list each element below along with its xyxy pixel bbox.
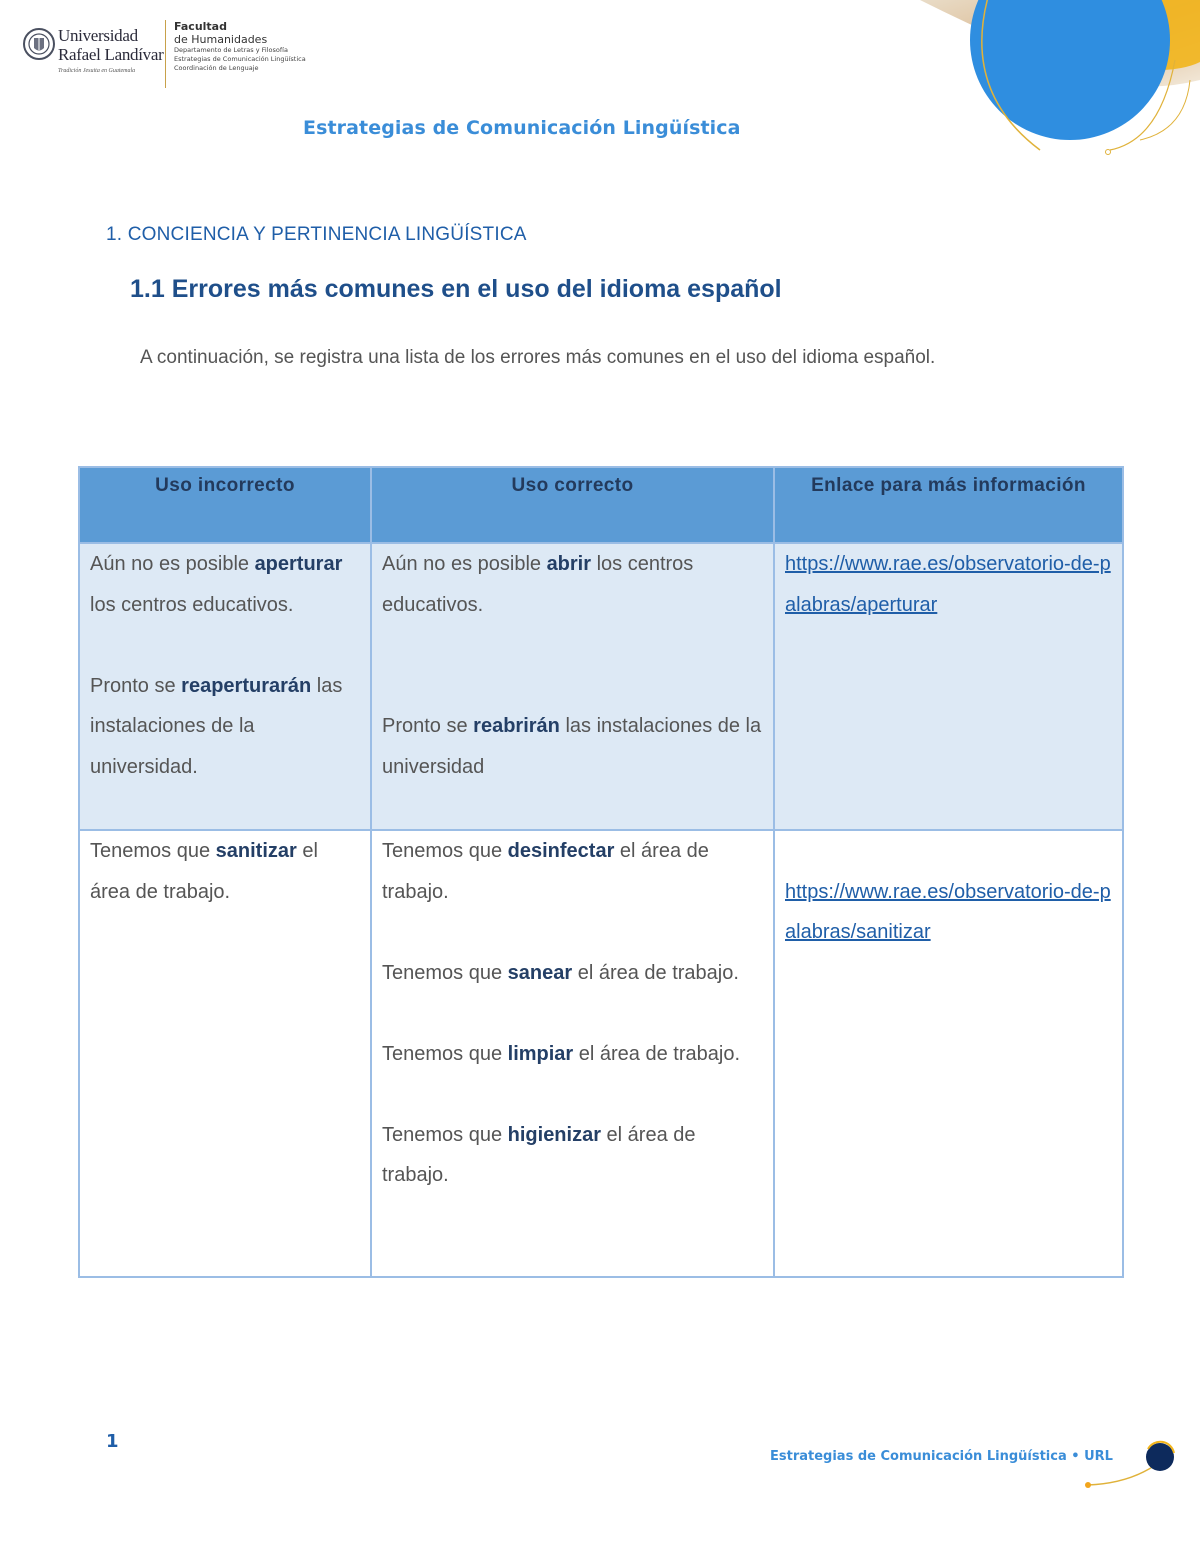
- sentence-text: el área de trabajo.: [573, 1042, 740, 1065]
- column-header-incorrect: Uso incorrecto: [79, 467, 371, 543]
- sub-heading: 1.1 Errores más comunes en el uso del idioma español: [130, 275, 782, 303]
- footer-title: [770, 1449, 1113, 1464]
- example-sentence: [90, 831, 360, 912]
- rae-link-sanitizar[interactable]: https://www.rae.es/observatorio-de-palabras/sanitizar: [785, 880, 1111, 943]
- example-sentence: [382, 1034, 763, 1075]
- keyword: reabrirán: [473, 715, 560, 737]
- column-header-link: Enlace para más información: [774, 467, 1123, 543]
- spacer: [90, 625, 360, 666]
- spacer: [382, 912, 763, 953]
- cell-incorrect: [79, 830, 371, 1277]
- example-sentence: [382, 831, 763, 912]
- column-header-correct: Uso correcto: [371, 467, 774, 543]
- section-heading: 1. CONCIENCIA Y PERTINENCIA LINGÜÍSTICA: [106, 224, 527, 245]
- sentence-text: el área de trabajo.: [572, 961, 739, 984]
- faculty-line3: Departamento de Letras y Filosofía: [174, 46, 288, 54]
- sentence-text: Aún no es posible: [382, 553, 547, 575]
- sentence-text: Pronto se: [90, 674, 182, 697]
- table-row: [79, 830, 1123, 1277]
- header-decoration: [720, 0, 1200, 170]
- page-number: 1: [106, 1431, 119, 1452]
- sentence-text: las instalaciones de la universidad.: [90, 674, 343, 778]
- cell-correct: [371, 543, 774, 830]
- document-title: Estrategias de Comunicación Lingüística: [303, 117, 741, 139]
- keyword: abrir: [546, 553, 592, 575]
- sentence-text: Tenemos que: [382, 1042, 508, 1065]
- sentence-text: el área de trabajo.: [382, 840, 709, 903]
- logo-divider: [165, 20, 166, 88]
- keyword: reaperturarán: [181, 674, 312, 697]
- faculty-block: [174, 20, 306, 73]
- university-logo: [22, 20, 342, 90]
- errors-table: [78, 466, 1124, 1278]
- sentence-text: el área de trabajo.: [90, 840, 318, 903]
- spacer: [382, 1074, 763, 1115]
- rae-link-aperturar[interactable]: https://www.rae.es/observatorio-de-palabras/aperturar: [785, 553, 1111, 616]
- keyword: sanitizar: [215, 840, 297, 862]
- sentence-text: Aún no es posible: [90, 553, 255, 575]
- table-header-row: [79, 467, 1123, 543]
- keyword: higienizar: [507, 1123, 601, 1146]
- example-sentence: [382, 544, 763, 625]
- sentence-text: Pronto se: [382, 715, 474, 737]
- spacer: [785, 831, 1112, 872]
- faculty-line1: Facultad: [174, 20, 227, 33]
- cell-incorrect: [79, 543, 371, 830]
- example-sentence: [90, 544, 360, 625]
- sentence-text: las instalaciones de la universidad: [382, 715, 762, 778]
- spacer: [382, 666, 763, 707]
- example-sentence: [90, 666, 360, 788]
- university-motto: Tradición Jesuita en Guatemala: [58, 68, 136, 74]
- footer-abbrev: URL: [1084, 1449, 1113, 1464]
- spacer: [382, 993, 763, 1034]
- footer-bullet: •: [1071, 1449, 1080, 1464]
- example-sentence: [382, 706, 763, 787]
- sentence-text: Tenemos que: [382, 840, 508, 862]
- keyword: desinfectar: [507, 840, 615, 862]
- sentence-text: Tenemos que: [382, 961, 508, 984]
- example-sentence: [382, 1115, 763, 1196]
- university-name-line2: Rafael Landívar: [58, 45, 164, 64]
- cell-link: [774, 543, 1123, 830]
- spacer: [382, 625, 763, 666]
- sentence-text: Tenemos que: [90, 840, 216, 862]
- cell-link: [774, 830, 1123, 1277]
- cell-correct: [371, 830, 774, 1277]
- sentence-text: los centros educativos.: [90, 593, 294, 616]
- sentence-text: los centros educativos.: [382, 553, 694, 616]
- footer-planet-icon: [1078, 1435, 1188, 1495]
- keyword: sanear: [507, 961, 573, 984]
- example-sentence: [382, 953, 763, 994]
- keyword: limpiar: [507, 1042, 574, 1065]
- keyword: aperturar: [254, 553, 343, 575]
- university-name-line1: Universidad: [58, 26, 138, 45]
- sentence-text: el área de trabajo.: [382, 1123, 696, 1186]
- sentence-text: Tenemos que: [382, 1123, 508, 1146]
- university-crest-icon: [22, 24, 56, 64]
- intro-paragraph: A continuación, se registra una lista de los errores más comunes en el uso del idioma español.: [140, 347, 936, 368]
- faculty-line5: Coordinación de Lenguaje: [174, 64, 259, 72]
- footer-title-text: Estrategias de Comunicación Lingüística: [770, 1449, 1067, 1464]
- university-name: [58, 26, 163, 64]
- faculty-line4: Estrategias de Comunicación Lingüística: [174, 55, 306, 63]
- table-row: [79, 543, 1123, 830]
- faculty-line2: de Humanidades: [174, 33, 268, 46]
